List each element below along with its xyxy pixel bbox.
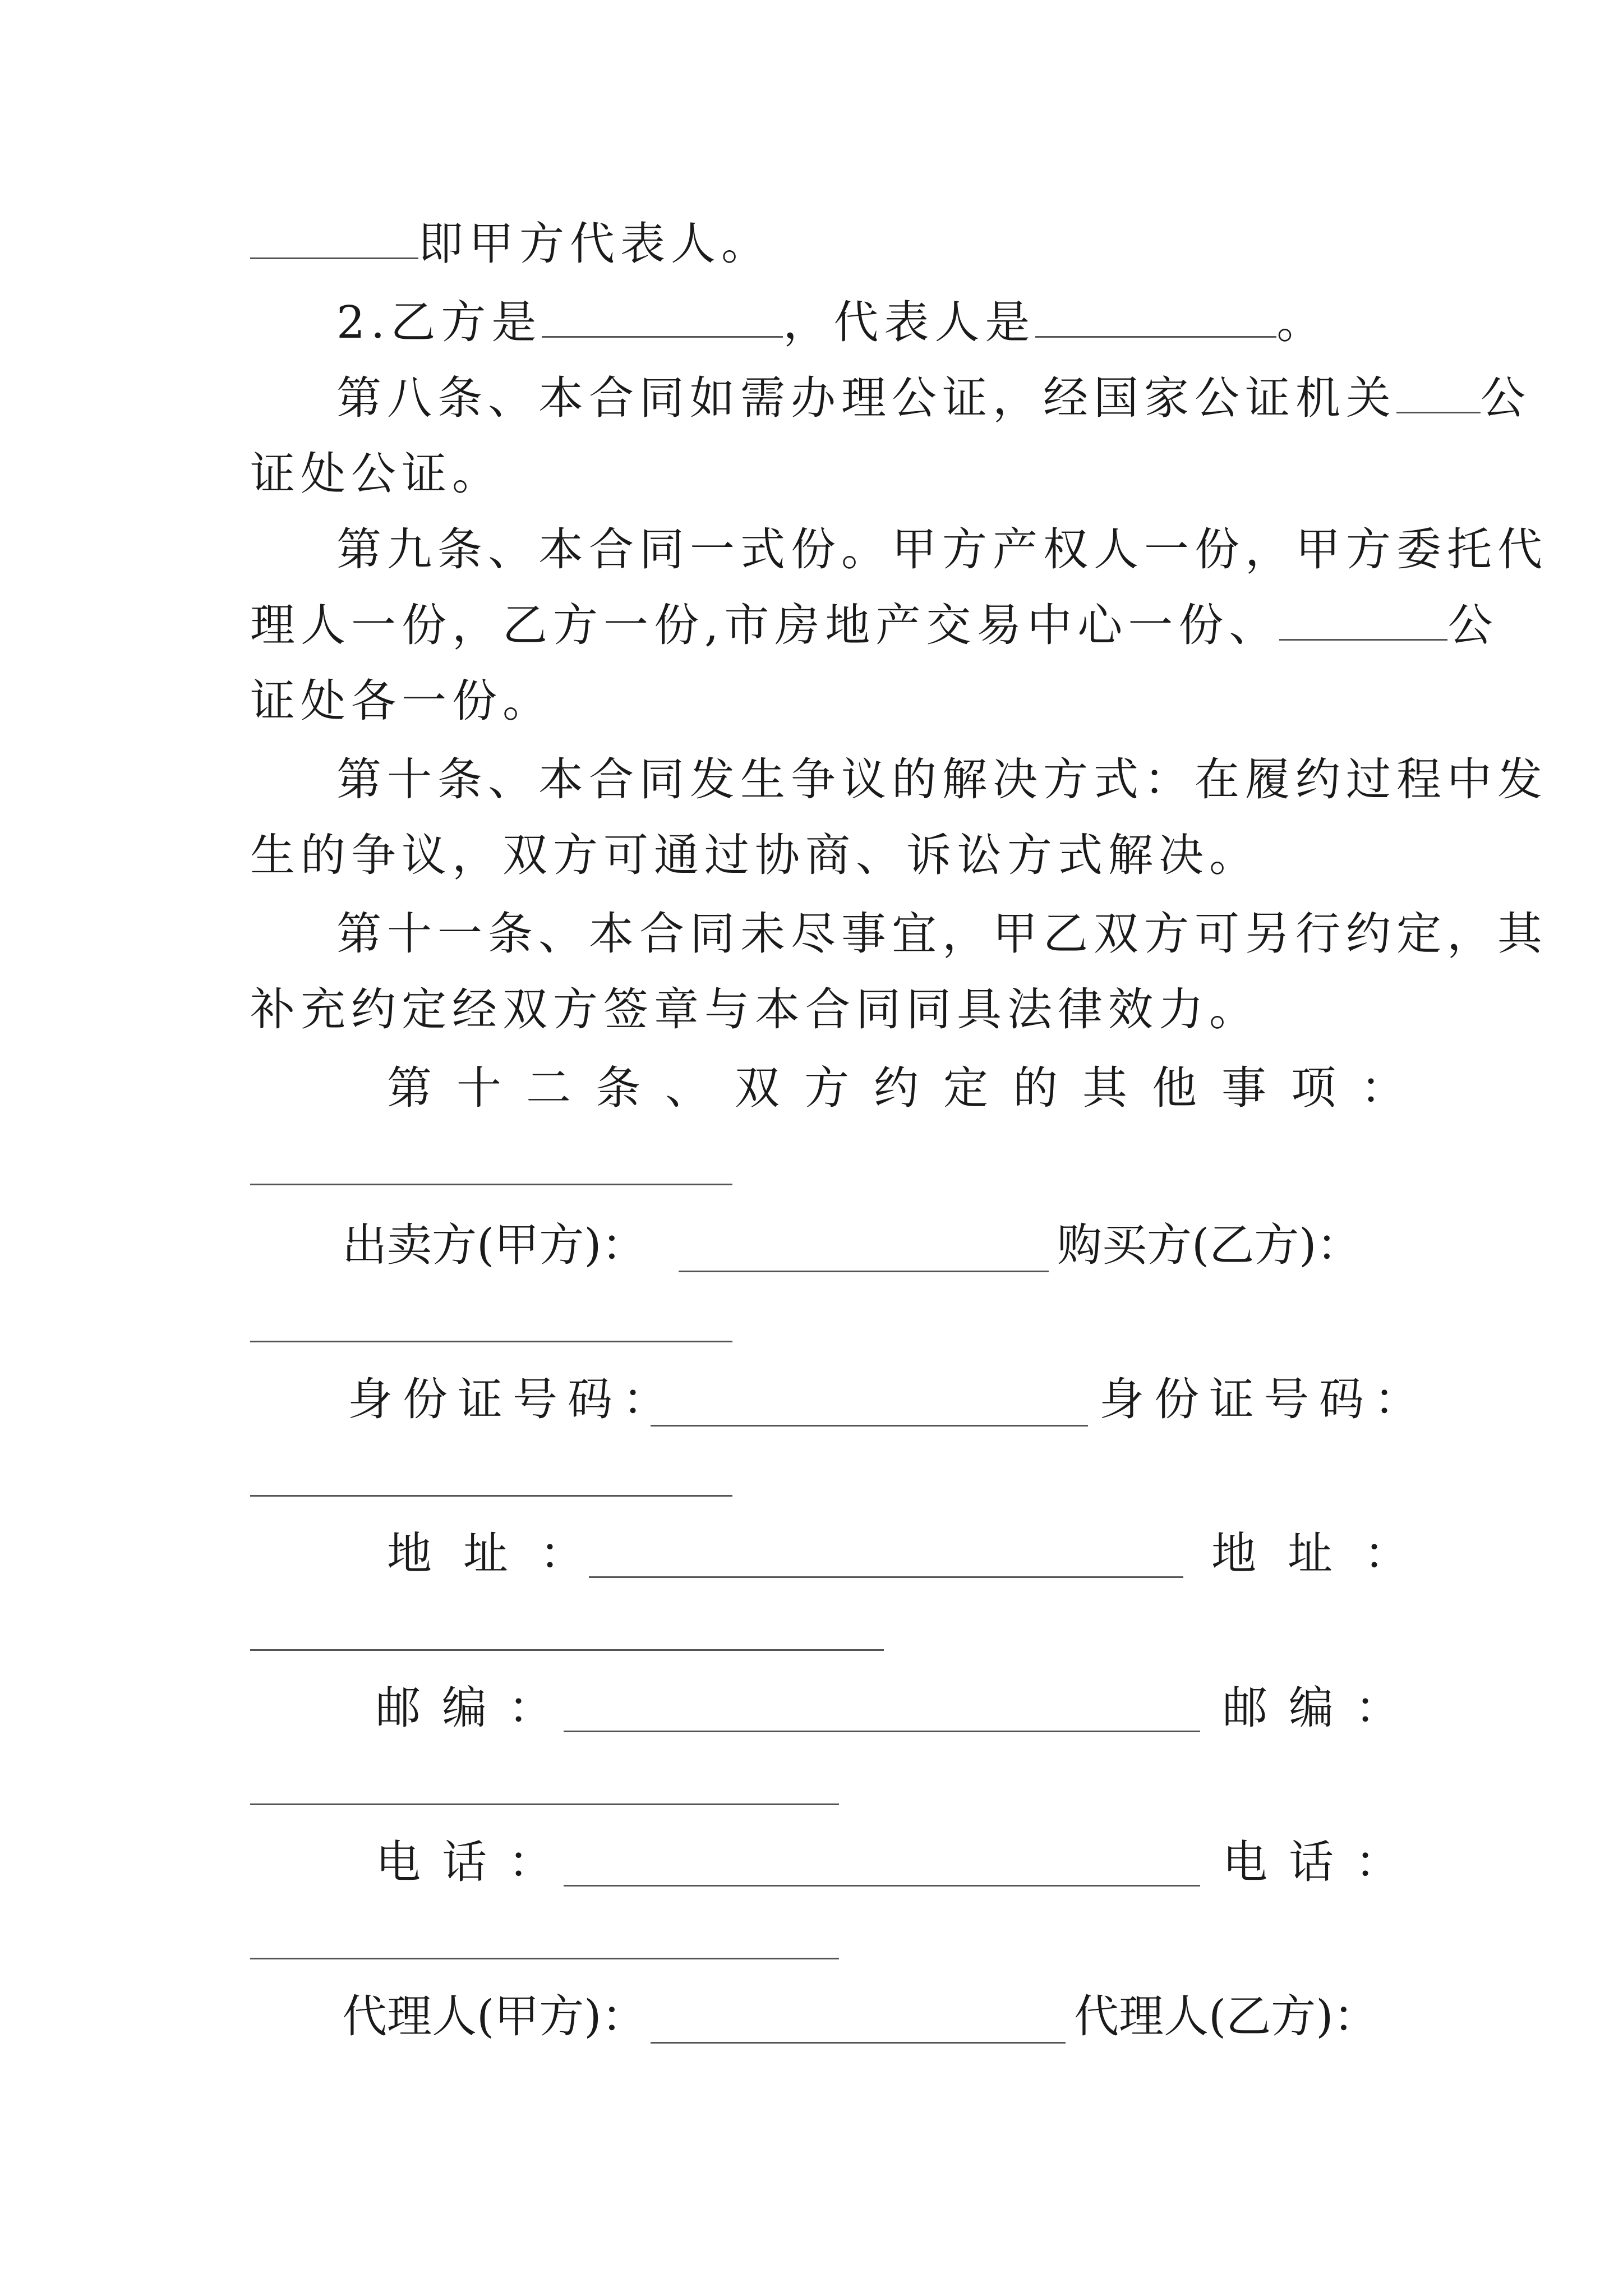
zip-label-seller: 邮编： (376, 1682, 574, 1734)
phone-blank-seller (564, 1885, 1200, 1887)
text-line-2 (336, 292, 1389, 353)
underline-blank (250, 1184, 732, 1185)
text: 2.乙方是 (336, 296, 542, 348)
text: 第十一条、本合同未尽事宜，甲乙双方可另行约定，其 (336, 908, 1548, 960)
address-label-seller: 地址： (387, 1527, 616, 1580)
agent-blank-seller (651, 2042, 1066, 2044)
text: 即甲方代表人。 (418, 218, 772, 270)
phone-label-seller: 电话： (376, 1836, 574, 1888)
id-label-buyer: 身份证号码： (1099, 1373, 1429, 1425)
agent-label-buyer: 代理人(乙方)： (1074, 1990, 1378, 2042)
agent-label-seller: 代理人(甲方)： (342, 1990, 647, 2042)
article-12-heading (387, 1057, 1430, 1119)
article-10-line-1 (336, 749, 1548, 811)
blank-field (1279, 595, 1447, 641)
text: ，代表人是 (783, 296, 1036, 348)
text: 。 (1276, 296, 1327, 348)
phone-blank-buyer (250, 1958, 839, 1959)
buyer-label: 购买方(乙方)： (1057, 1219, 1362, 1271)
article-9-line-1 (336, 519, 1548, 581)
text: 补充约定经双方签章与本合同同具法律效力。 (250, 983, 1260, 1036)
zip-label-buyer: 邮编： (1223, 1682, 1421, 1734)
seller-label: 出卖方(甲方)： (342, 1219, 647, 1271)
text: 证处各一份。 (250, 675, 553, 727)
text: 理人一份，乙方一份,市房地产交易中心一份、 (250, 599, 1280, 651)
address-blank-buyer (250, 1649, 884, 1651)
blank-field (1035, 292, 1276, 338)
zip-blank-seller (564, 1731, 1200, 1732)
phone-label-buyer: 电话： (1223, 1836, 1421, 1888)
id-blank-seller (651, 1425, 1088, 1427)
article-8-line-1 (336, 367, 1531, 429)
article-10-line-2 (250, 825, 1389, 886)
address-label-buyer: 地址： (1211, 1527, 1440, 1580)
text: 第九条、本合同一式份。甲方产权人一份，甲方委托代 (336, 523, 1548, 576)
text: 第十二条、双方约定的其他事项： (387, 1062, 1430, 1114)
blank-field (542, 292, 783, 338)
seller-blank (679, 1271, 1049, 1272)
article-9-line-2 (250, 595, 1498, 656)
text: 公 (1481, 372, 1531, 424)
zip-blank-buyer (250, 1803, 839, 1805)
address-blank-seller (589, 1576, 1183, 1578)
blank-field (250, 214, 418, 259)
blank-field (1396, 368, 1481, 413)
text-line-1 (250, 213, 1389, 275)
article-11-line-1 (336, 903, 1548, 965)
text: 生的争议，双方可通过协商、诉讼方式解决。 (250, 829, 1260, 881)
article-11-line-2 (250, 979, 1389, 1041)
text: 公 (1447, 599, 1498, 651)
article-9-line-3 (250, 670, 1389, 732)
text: 证处公证。 (250, 448, 502, 500)
buyer-blank (250, 1341, 732, 1342)
id-label-seller: 身份证号码： (348, 1373, 677, 1425)
text: 第十条、本合同发生争议的解决方式：在履约过程中发 (336, 753, 1548, 806)
text: 第八条、本合同如需办理公证，经国家公证机关 (336, 372, 1396, 424)
article-8-line-2 (250, 443, 1389, 505)
id-blank-buyer (250, 1495, 732, 1497)
